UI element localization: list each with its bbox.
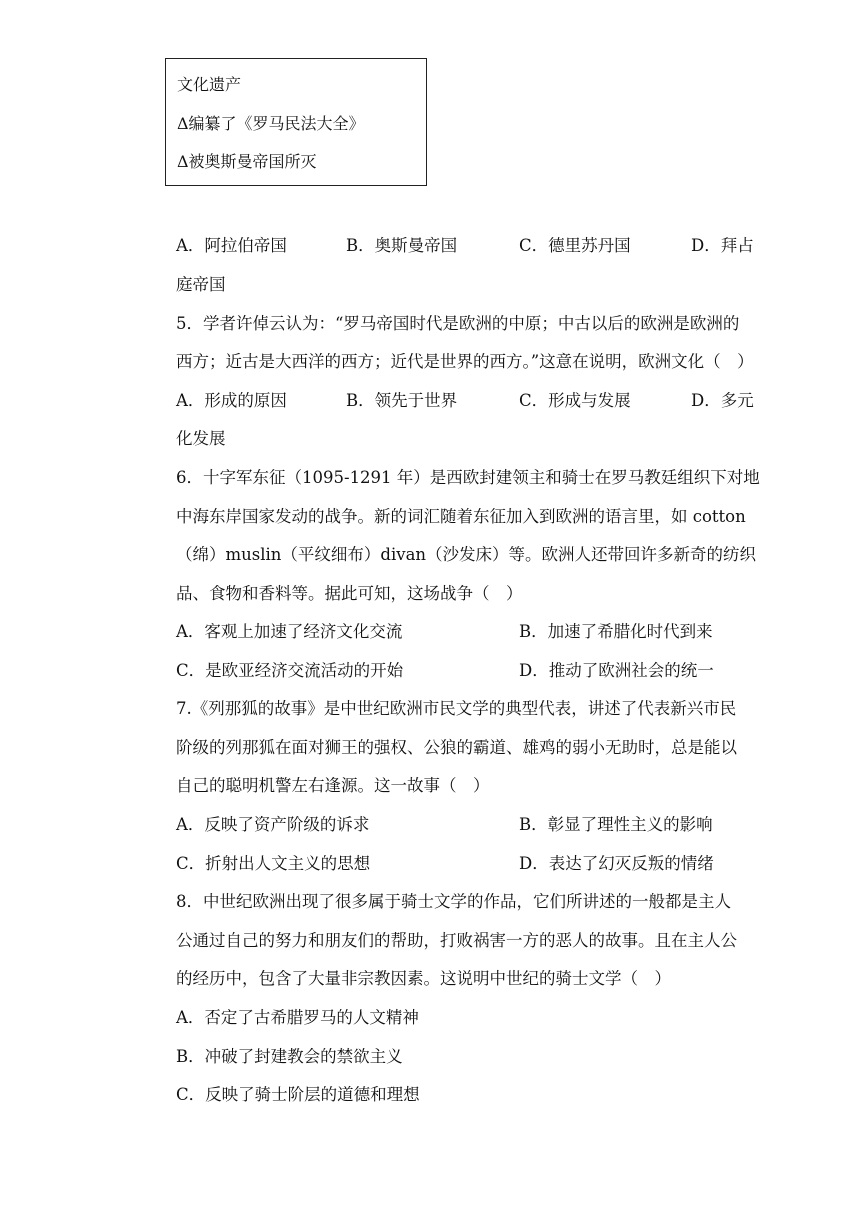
q7-stem-line: 自己的聪明机警左右逢源。这一故事（ ） [176, 776, 490, 795]
q7-stem-line: 7.《列那狐的故事》是中世纪欧洲市民文学的典型代表，讲述了代表新兴市民 [176, 699, 737, 718]
q4-option-a[interactable]: A．阿拉伯帝国 [176, 236, 287, 255]
q5-stem-line: 西方；近古是大西洋的西方；近代是世界的西方。”这意在说明，欧洲文化（ ） [176, 352, 754, 371]
q5-option-d[interactable]: D．多元 [691, 391, 754, 410]
info-box-item: Δ编纂了《罗马民法大全》 [177, 114, 365, 133]
q5-option-b[interactable]: B．领先于世界 [346, 391, 458, 410]
q5-stem-line: 5．学者许倬云认为：“罗马帝国时代是欧洲的中原；中古以后的欧洲是欧洲的 [176, 314, 740, 333]
q4-option-c[interactable]: C．德里苏丹国 [519, 236, 631, 255]
q4-option-b[interactable]: B．奥斯曼帝国 [346, 236, 458, 255]
q7-option-b[interactable]: B．彰显了理性主义的影响 [519, 815, 713, 834]
q7-option-d[interactable]: D．表达了幻灭反叛的情绪 [519, 854, 714, 873]
info-box-item: Δ被奥斯曼帝国所灭 [177, 152, 317, 171]
q7-stem-line: 阶级的列那狐在面对狮王的强权、公狼的霸道、雄鸡的弱小无助时，总是能以 [176, 738, 737, 757]
q8-option-a[interactable]: A．否定了古希腊罗马的人文精神 [176, 1008, 419, 1027]
q4-option-d[interactable]: D．拜占 [691, 236, 754, 255]
q8-option-b[interactable]: B．冲破了封建教会的禁欲主义 [176, 1047, 403, 1066]
info-box [165, 58, 427, 186]
q5-option-a[interactable]: A．形成的原因 [176, 391, 287, 410]
q5-option-d-continuation: 化发展 [176, 429, 226, 448]
q8-stem-line: 的经历中，包含了大量非宗教因素。这说明中世纪的骑士文学（ ） [176, 969, 671, 988]
q6-stem-line: 中海东岸国家发动的战争。新的词汇随着东征加入到欧洲的语言里，如 cotton [176, 507, 746, 526]
q6-stem-line: 6．十字军东征（1095-1291 年）是西欧封建领主和骑士在罗马教廷组织下对地 [176, 468, 760, 487]
q6-stem-line: 品、食物和香料等。据此可知，这场战争（ ） [176, 584, 523, 603]
q7-option-c[interactable]: C．折射出人文主义的思想 [176, 854, 371, 873]
q6-stem-line: （绵）muslin（平纹细布）divan（沙发床）等。欧洲人还带回许多新奇的纺织 [176, 545, 757, 564]
q6-option-b[interactable]: B．加速了希腊化时代到来 [519, 622, 713, 641]
q8-stem-line: 公通过自己的努力和朋友们的帮助，打败祸害一方的恶人的故事。且在主人公 [176, 931, 737, 950]
q6-option-a[interactable]: A．客观上加速了经济文化交流 [176, 622, 403, 641]
q8-stem-line: 8．中世纪欧洲出现了很多属于骑士文学的作品，它们所讲述的一般都是主人 [176, 892, 731, 911]
q7-option-a[interactable]: A．反映了资产阶级的诉求 [176, 815, 370, 834]
q5-option-c[interactable]: C．形成与发展 [519, 391, 631, 410]
info-box-title: 文化遗产 [177, 75, 242, 94]
q8-option-c[interactable]: C．反映了骑士阶层的道德和理想 [176, 1085, 420, 1104]
q6-option-c[interactable]: C．是欧亚经济交流活动的开始 [176, 661, 404, 680]
q4-option-d-continuation: 庭帝国 [176, 275, 226, 294]
q6-option-d[interactable]: D．推动了欧洲社会的统一 [519, 661, 714, 680]
